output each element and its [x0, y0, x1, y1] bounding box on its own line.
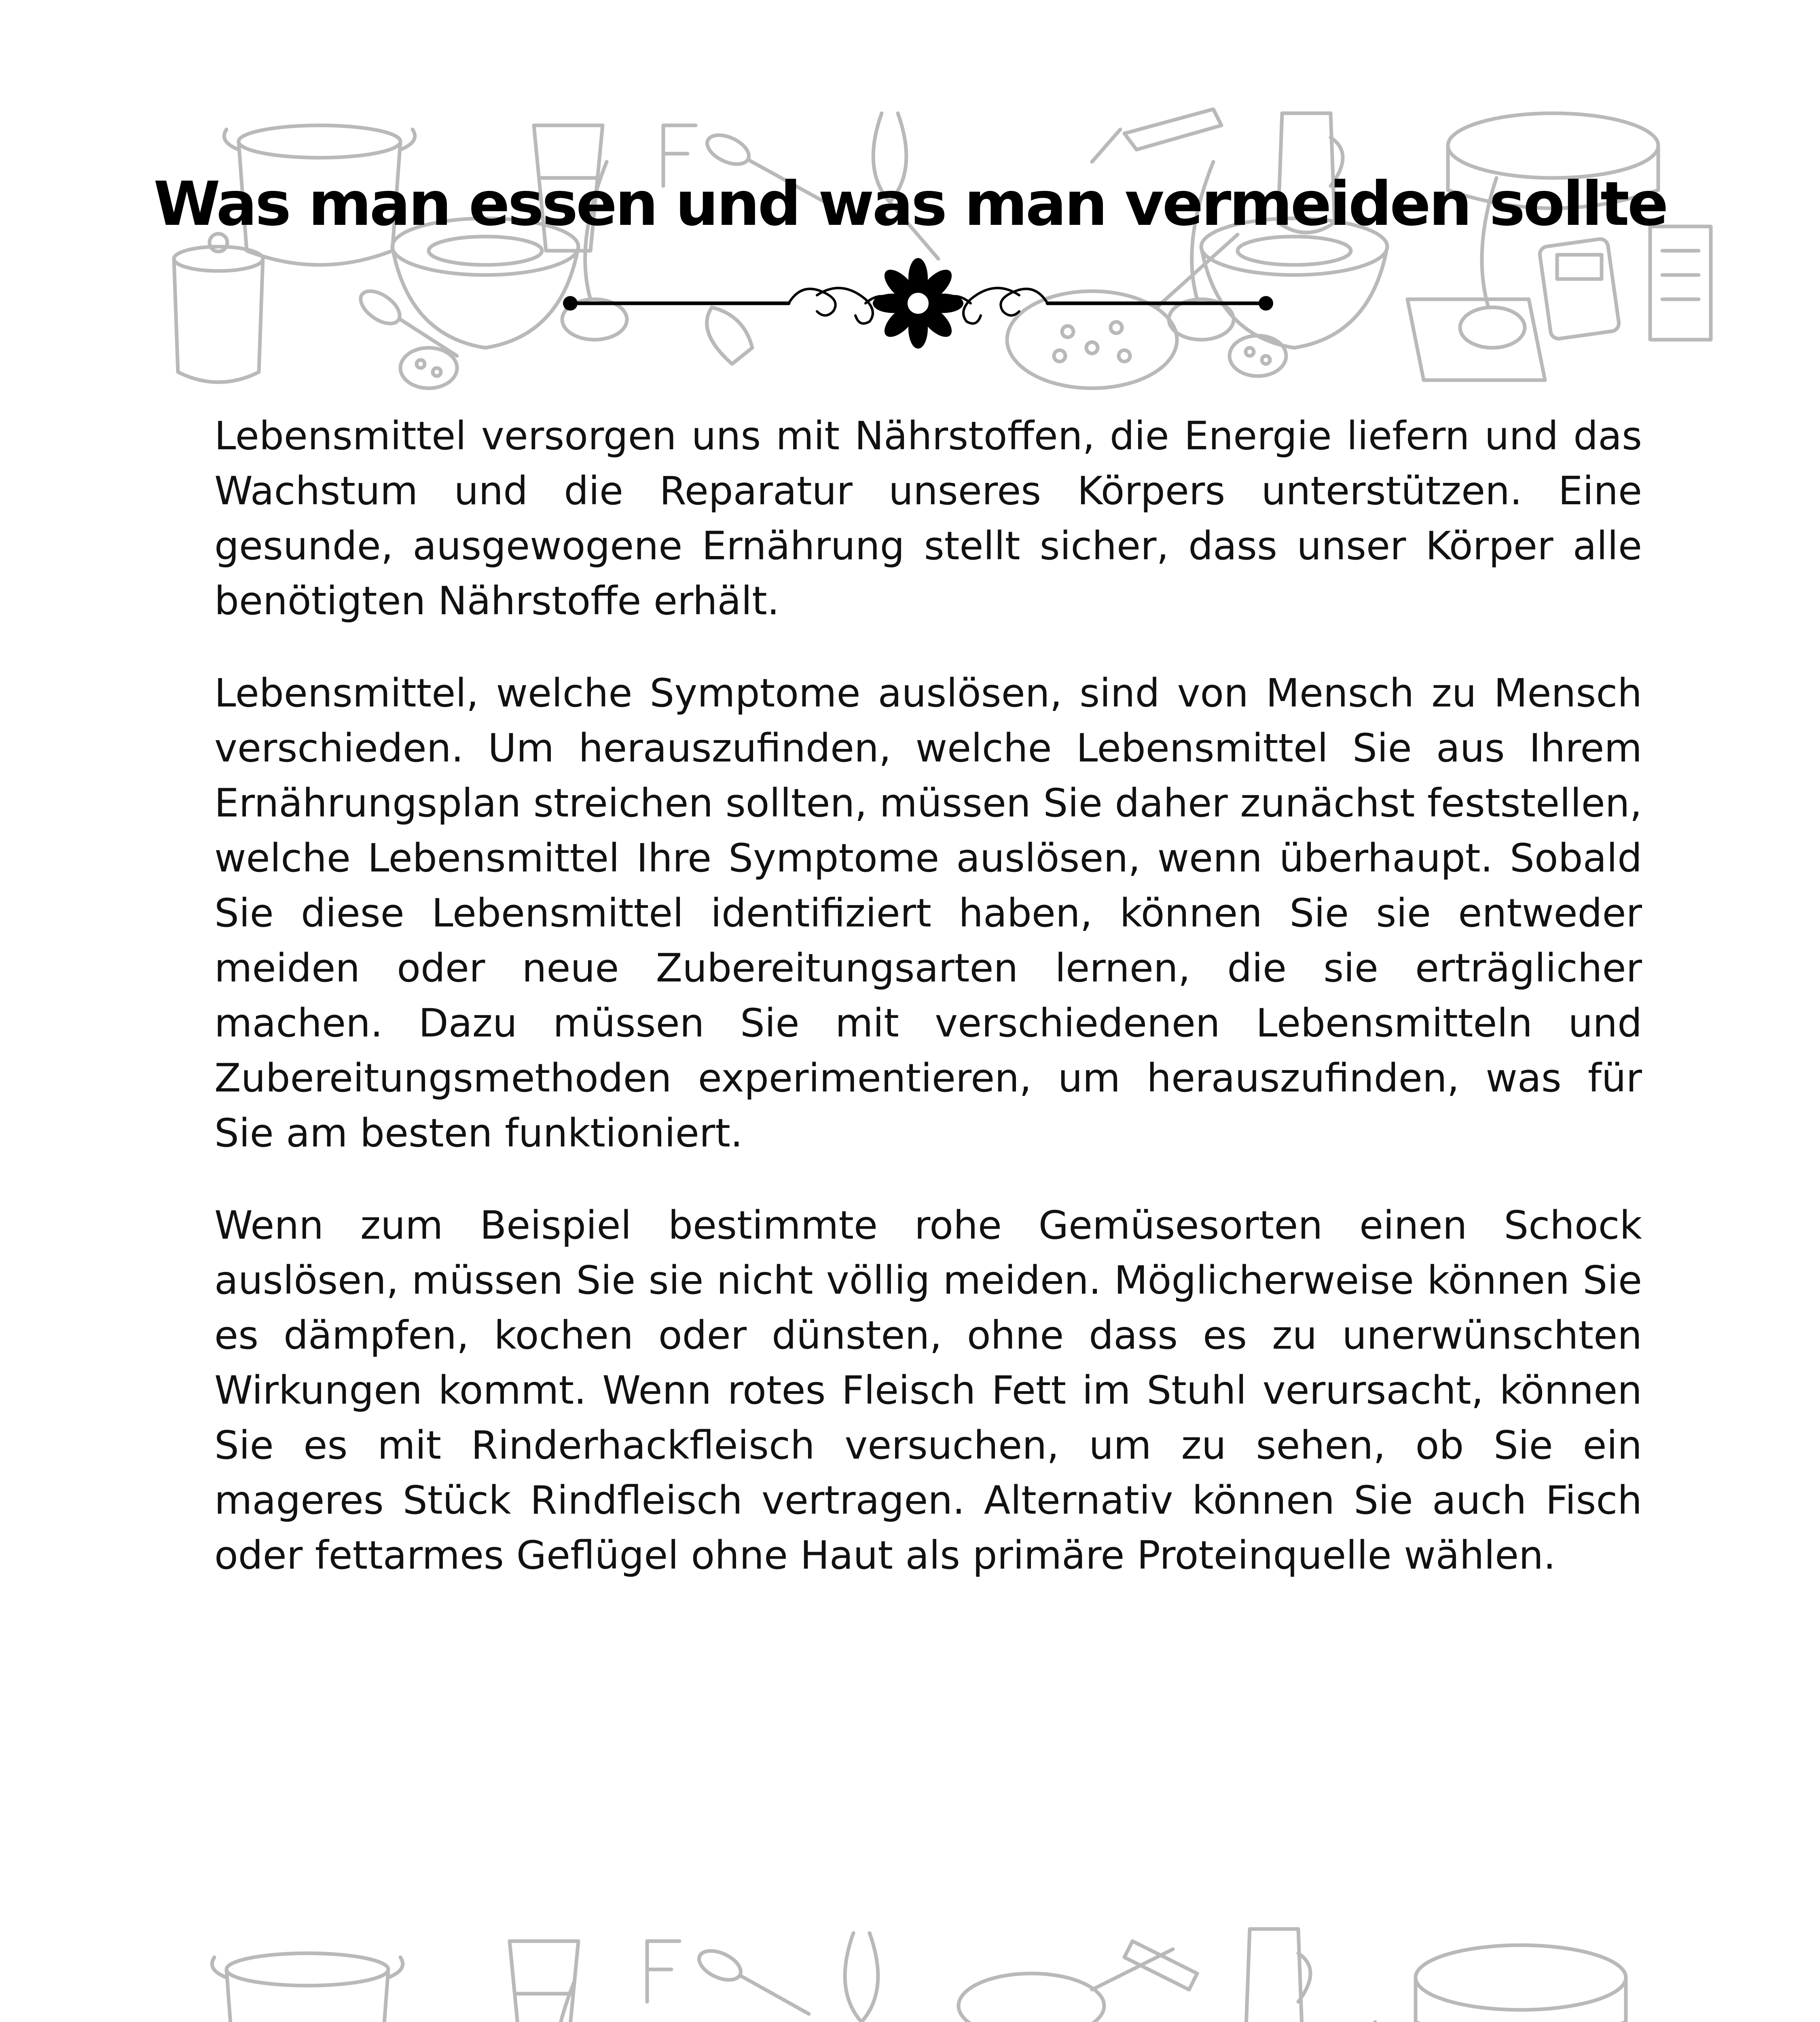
ornamental-divider: [558, 255, 1278, 352]
cake-pan-icon: [1416, 1945, 1626, 2022]
ladle-icon: [530, 1982, 1403, 2022]
flower-ornament-icon: [873, 258, 963, 349]
kitchen-utensils-background-top: [0, 89, 1820, 404]
cutting-board-icon: [1407, 299, 1545, 380]
spoon-icon: [694, 1945, 809, 2022]
page-title: Was man essen und was man vermeiden sollte: [153, 169, 1667, 239]
grater-icon: [1650, 226, 1711, 340]
knife-icon: [1092, 109, 1221, 162]
frying-pan-icon: [959, 1949, 1213, 2022]
divider-end-dot-right: [1259, 296, 1273, 311]
paragraph: Lebensmittel versorgen uns mit Nährstoffen, die Energie liefern und das Wachstum und die Reparatur unseres Körpers unterstützen. Eine gesunde, ausgewogene Ernährung stellt sicher, dass unser Körper alle benötigten Nährstoffe erhält.: [214, 413, 1642, 624]
kitchen-utensils-background-bottom: [0, 1917, 1820, 2022]
pitcher-icon: [1246, 1929, 1310, 2022]
body-text: [214, 408, 1642, 1620]
whisk-icon: [845, 1933, 910, 2022]
pot-with-lid-icon: [174, 234, 263, 382]
f-letter-sketch: [647, 1941, 679, 2002]
paragraph: Wenn zum Beispiel bestimmte rohe Gemüsesorten einen Schock auslösen, müssen Sie sie nicht völlig meiden. Möglicherweise können Sie es dämpfen, kochen oder dünsten, ohne dass es zu unerwünschten Wirkungen kommt. Wenn rotes Fleisch Fett im Stuhl verursacht, können Sie es mit Rinderhackfleisch versuchen, um zu sehen, ob Sie ein mageres Stück Rindfleisch vertragen. Alternativ können Sie auch Fisch oder fettarmes Geflügel ohne Haut als primäre Proteinquelle wählen.: [214, 1203, 1642, 1578]
scale-icon: [1539, 238, 1620, 340]
divider-end-dot-left: [563, 296, 578, 311]
knife-icon: [1124, 1941, 1197, 1990]
paragraph: Lebensmittel, welche Symptome auslösen, sind von Mensch zu Mensch verschieden. Um herauszufinden, welche Lebensmittel Sie aus Ihrem Ernährungsplan streichen sollten, müssen Sie daher zunächst feststellen, welche Lebensmittel Ihre Symptome auslösen, wenn überhaupt. Sobald Sie diese Lebensmittel identifiziert haben, können Sie sie entweder meiden oder neue Zubereitungsarten lernen, die sie erträglicher machen. Dazu müssen Sie mit verschiedenen Lebensmitteln und Zubereitungsmethoden experimentieren, um herauszufinden, was für Sie am besten funktioniert.: [214, 670, 1642, 1156]
glass-icon: [510, 1941, 578, 2022]
cooking-pot-icon: [212, 1953, 402, 2022]
